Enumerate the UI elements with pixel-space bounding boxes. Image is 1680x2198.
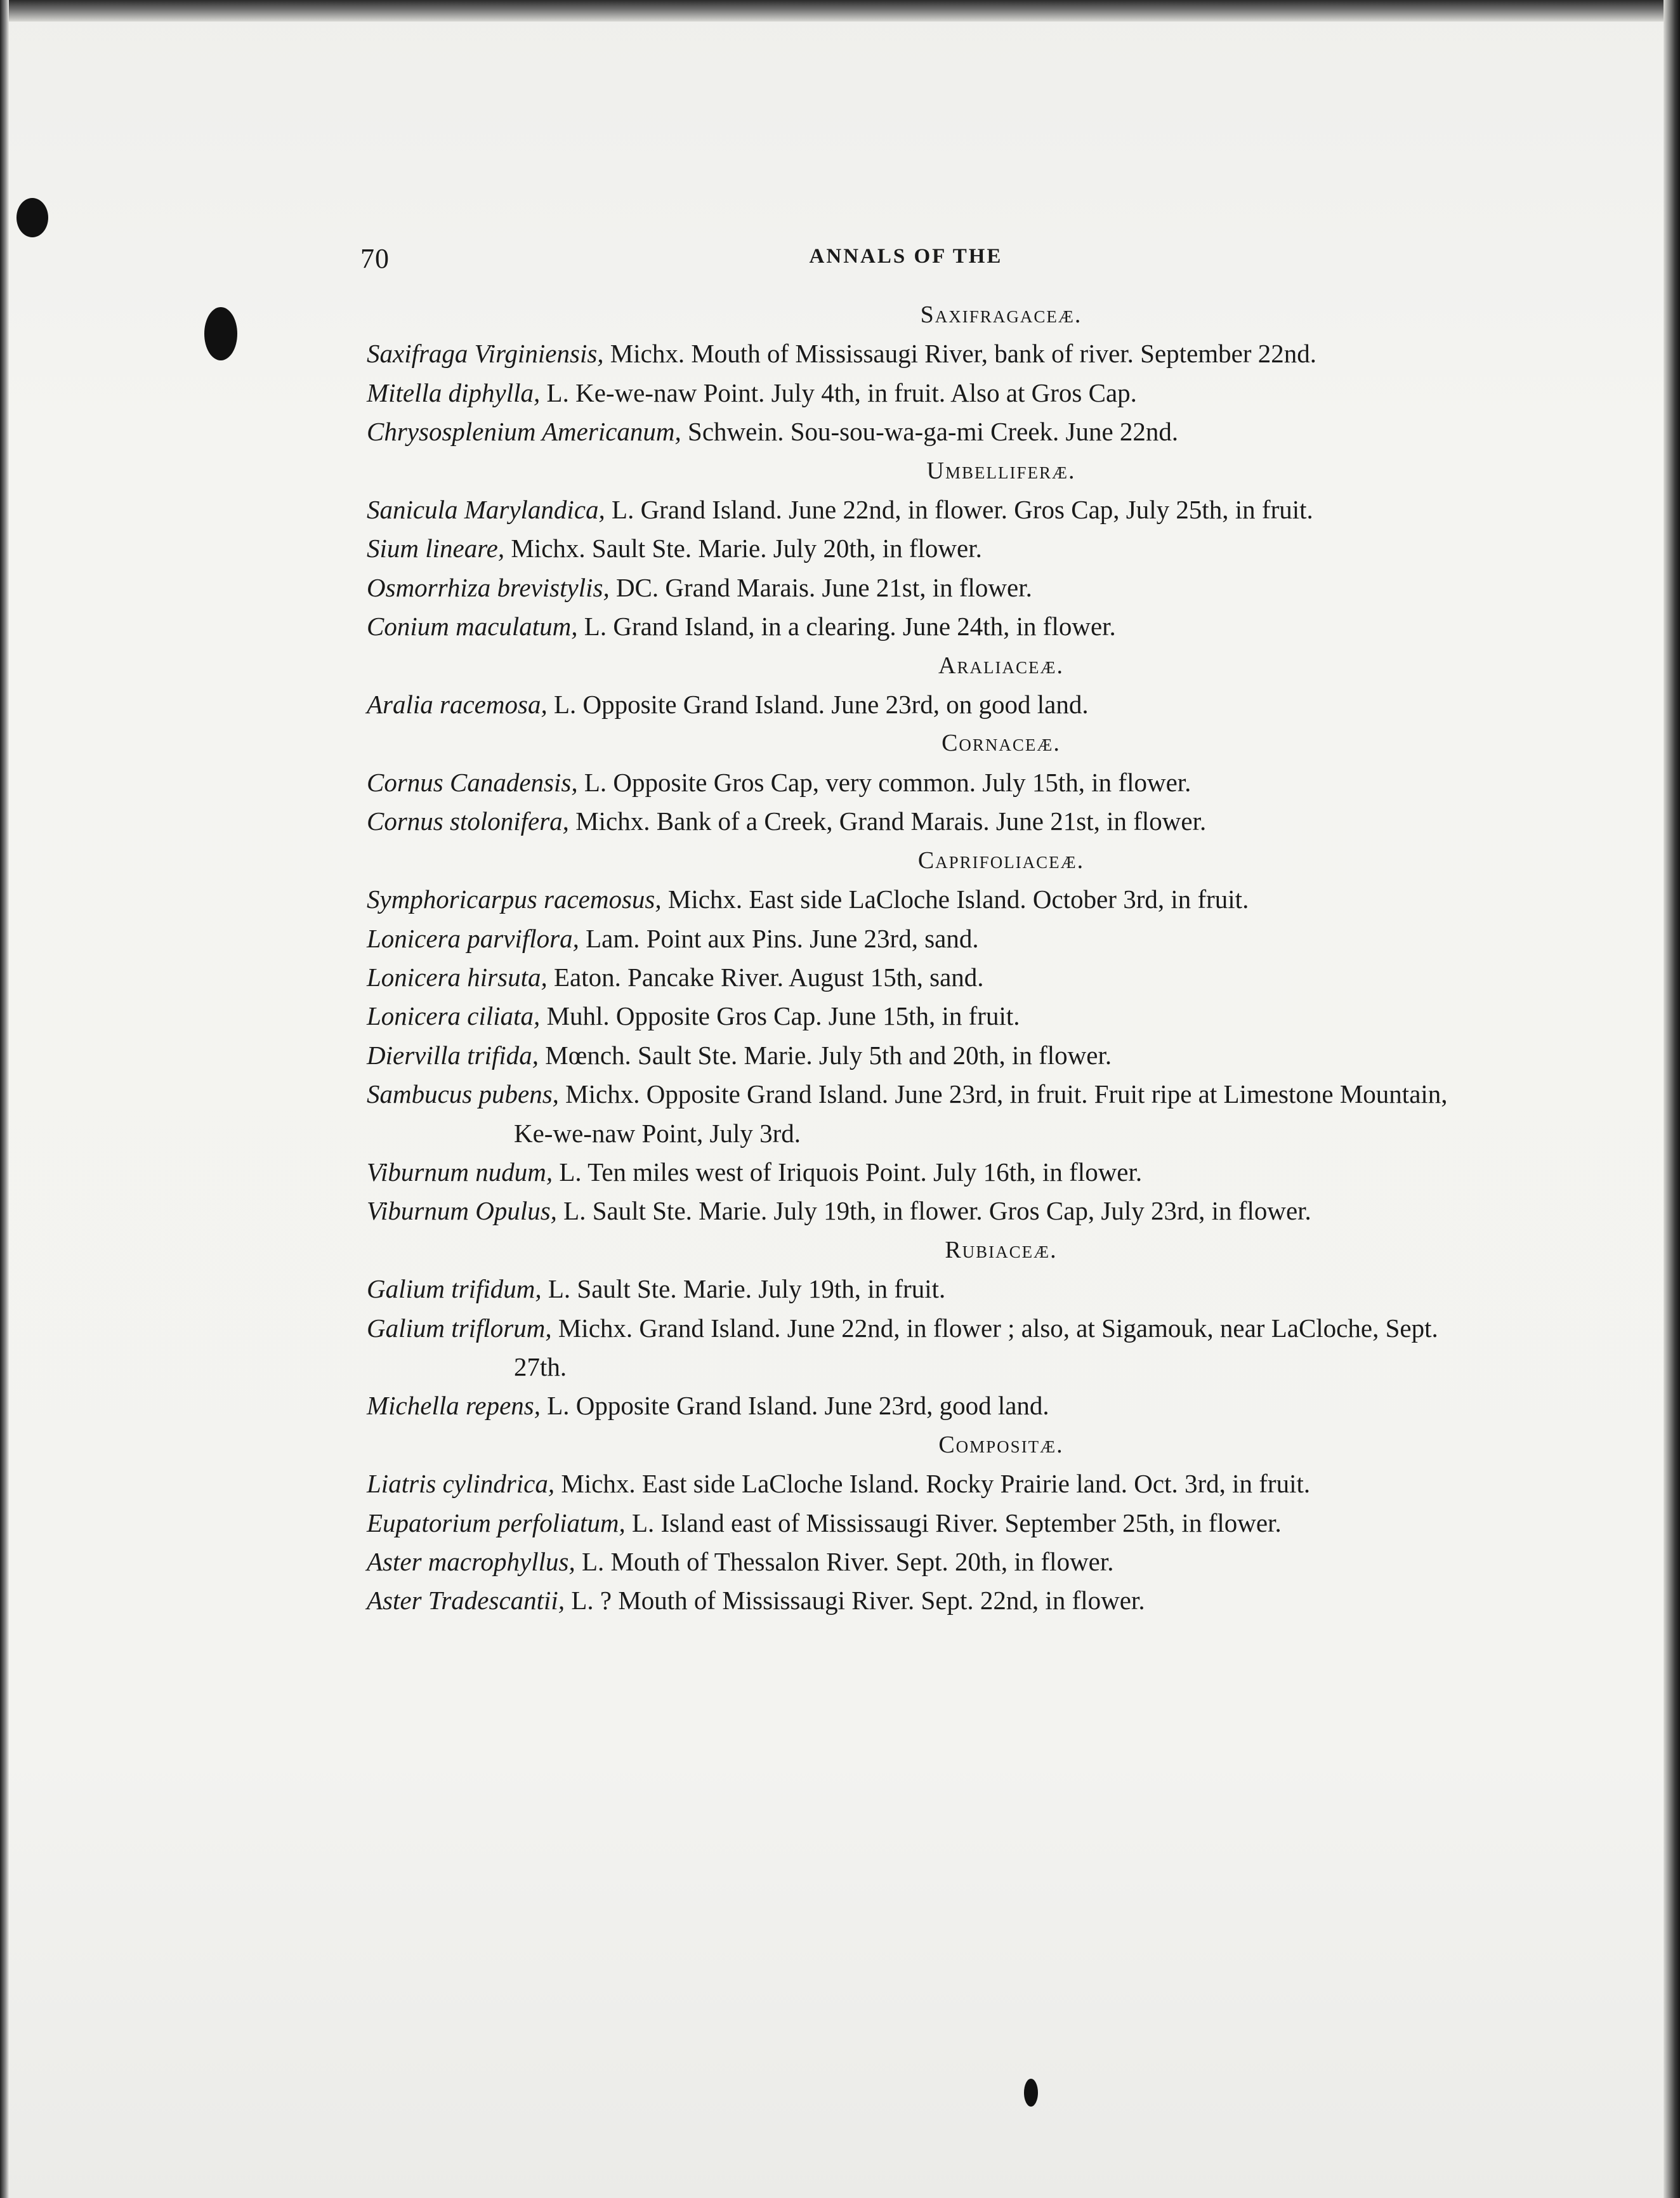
entry-details: L. Ten miles west of Iriquois Point. July 16th, in flower. xyxy=(553,1157,1143,1187)
species-name: Osmorrhiza brevistylis, xyxy=(367,572,610,602)
species-entry xyxy=(367,1153,1458,1192)
species-list xyxy=(367,296,1458,1621)
entry-details: L. ? Mouth of Mississaugi River. Sept. 22nd, in flower. xyxy=(565,1586,1145,1616)
entry-details: L. Mouth of Thessalon River. Sept. 20th, in flower. xyxy=(575,1547,1114,1576)
family-heading: Saxifragaceæ. xyxy=(920,301,1082,328)
entry-details: L. Grand Island. June 22nd, in flower. Gros Cap, July 25th, in fruit. xyxy=(605,495,1313,525)
species-entry xyxy=(367,569,1458,607)
family-heading: Umbelliferæ. xyxy=(926,457,1076,484)
species-name: Conium maculatum, xyxy=(367,612,578,642)
species-entry xyxy=(367,763,1458,802)
species-entry xyxy=(367,1309,1458,1387)
species-entry xyxy=(367,1581,1458,1620)
entry-details: L. Opposite Grand Island. June 23rd, good land. xyxy=(541,1391,1049,1421)
entry-details: Lam. Point aux Pins. June 23rd, sand. xyxy=(579,923,979,953)
species-entry xyxy=(367,958,1458,997)
species-name: Diervilla trifida, xyxy=(367,1040,539,1070)
entry-details: Michx. East side LaCloche Island. October 3rd, in fruit. xyxy=(661,885,1249,914)
species-entry xyxy=(367,1192,1458,1230)
species-name: Cornus Canadensis, xyxy=(367,767,578,797)
species-name: Saxifraga Virginiensis, xyxy=(367,339,604,369)
entry-details: L. Opposite Gros Cap, very common. July 15th, in flower. xyxy=(577,767,1191,797)
species-name: Mitella diphylla, xyxy=(367,378,541,407)
entry-details: L. Grand Island, in a clearing. June 24th, in flower. xyxy=(577,612,1116,642)
species-entry xyxy=(367,412,1458,451)
species-entry xyxy=(367,1464,1458,1503)
species-name: Cornus stolonifera, xyxy=(367,806,569,836)
family-heading: Rubiaceæ. xyxy=(945,1236,1058,1263)
entry-details: Michx. Bank of a Creek, Grand Marais. June 21st, in flower. xyxy=(568,806,1207,836)
species-name: Lonicera hirsuta, xyxy=(367,962,548,992)
species-entry xyxy=(367,880,1458,919)
species-name: Sium lineare, xyxy=(367,534,505,563)
species-name: Viburnum Opulus, xyxy=(367,1196,557,1226)
species-name: Sanicula Marylandica, xyxy=(367,495,605,525)
species-name: Aralia racemosa, xyxy=(367,690,548,720)
ink-blot xyxy=(204,307,237,360)
entry-details: Eaton. Pancake River. August 15th, sand. xyxy=(547,962,984,992)
species-name: Eupatorium perfoliatum, xyxy=(367,1508,626,1537)
species-name: Michella repens, xyxy=(367,1391,541,1421)
ink-blot xyxy=(1024,2079,1038,2107)
species-name: Aster Tradescantii, xyxy=(367,1586,565,1616)
species-name: Galium trifidum, xyxy=(367,1274,542,1304)
species-entry xyxy=(367,1543,1458,1581)
species-entry xyxy=(367,1270,1458,1308)
species-entry xyxy=(367,1504,1458,1543)
species-name: Liatris cylindrica, xyxy=(367,1469,555,1499)
entry-details: L. Sault Ste. Marie. July 19th, in flower. Gros Cap, July 23rd, in flower. xyxy=(556,1196,1311,1226)
species-name: Viburnum nudum, xyxy=(367,1157,553,1187)
entry-details: L. Ke-we-naw Point. July 4th, in fruit. Also at Gros Cap. xyxy=(540,378,1137,407)
species-entry xyxy=(367,1386,1458,1425)
species-name: Aster macrophyllus, xyxy=(367,1547,575,1576)
species-entry xyxy=(367,529,1458,568)
entry-details: Michx. Mouth of Mississaugi River, bank of river. September 22nd. xyxy=(603,339,1317,369)
ink-blot xyxy=(16,198,48,237)
entry-details: Muhl. Opposite Gros Cap. June 15th, in fruit. xyxy=(540,1001,1020,1031)
entry-details: Michx. East side LaCloche Island. Rocky Prairie land. Oct. 3rd, in fruit. xyxy=(555,1469,1311,1499)
entry-details: L. Sault Ste. Marie. July 19th, in fruit. xyxy=(541,1274,946,1304)
species-name: Chrysosplenium Americanum, xyxy=(367,417,681,447)
page-left-edge xyxy=(0,0,9,2198)
entry-details: DC. Grand Marais. June 21st, in flower. xyxy=(609,572,1032,602)
entry-details: Michx. Sault Ste. Marie. July 20th, in flower. xyxy=(504,534,982,563)
species-entry xyxy=(367,490,1458,529)
page-header xyxy=(360,242,1452,274)
page-top-edge xyxy=(0,0,1680,22)
entry-details: Schwein. Sou-sou-wa-ga-mi Creek. June 22nd. xyxy=(681,417,1179,447)
species-entry xyxy=(367,334,1458,373)
family-heading: Araliaceæ. xyxy=(938,652,1064,679)
species-entry xyxy=(367,1036,1458,1075)
family-heading: Caprifoliaceæ. xyxy=(917,846,1085,874)
family-heading: Cornaceæ. xyxy=(942,730,1061,757)
species-entry xyxy=(367,997,1458,1036)
species-entry xyxy=(367,919,1458,958)
species-entry xyxy=(367,802,1458,841)
entry-details: L. Island east of Mississaugi River. September 25th, in flower. xyxy=(625,1508,1282,1537)
species-entry xyxy=(367,607,1458,646)
species-name: Sambucus pubens, xyxy=(367,1079,559,1109)
species-name: Lonicera parviflora, xyxy=(367,923,579,953)
species-name: Lonicera ciliata, xyxy=(367,1001,541,1031)
running-head: ANNALS OF THE xyxy=(809,245,1003,268)
page-right-edge xyxy=(1664,0,1680,2198)
entry-details: Michx. Opposite Grand Island. June 23rd, in fruit. Fruit ripe at Limestone Mountain, Ke-we-naw Point, July 3rd. xyxy=(514,1079,1448,1148)
entry-details: L. Opposite Grand Island. June 23rd, on good land. xyxy=(547,690,1089,720)
entry-details: Mœnch. Sault Ste. Marie. July 5th and 20th, in flower. xyxy=(539,1040,1112,1070)
species-entry xyxy=(367,685,1458,724)
page-number: 70 xyxy=(360,243,390,274)
species-entry xyxy=(367,1075,1458,1153)
family-heading: Compositæ. xyxy=(938,1431,1064,1458)
species-name: Galium triflorum, xyxy=(367,1313,552,1343)
entry-details: Michx. Grand Island. June 22nd, in flower ; also, at Sigamouk, near LaCloche, Sept. 27th. xyxy=(514,1313,1438,1381)
species-entry xyxy=(367,374,1458,412)
species-name: Symphoricarpus racemosus, xyxy=(367,885,662,914)
